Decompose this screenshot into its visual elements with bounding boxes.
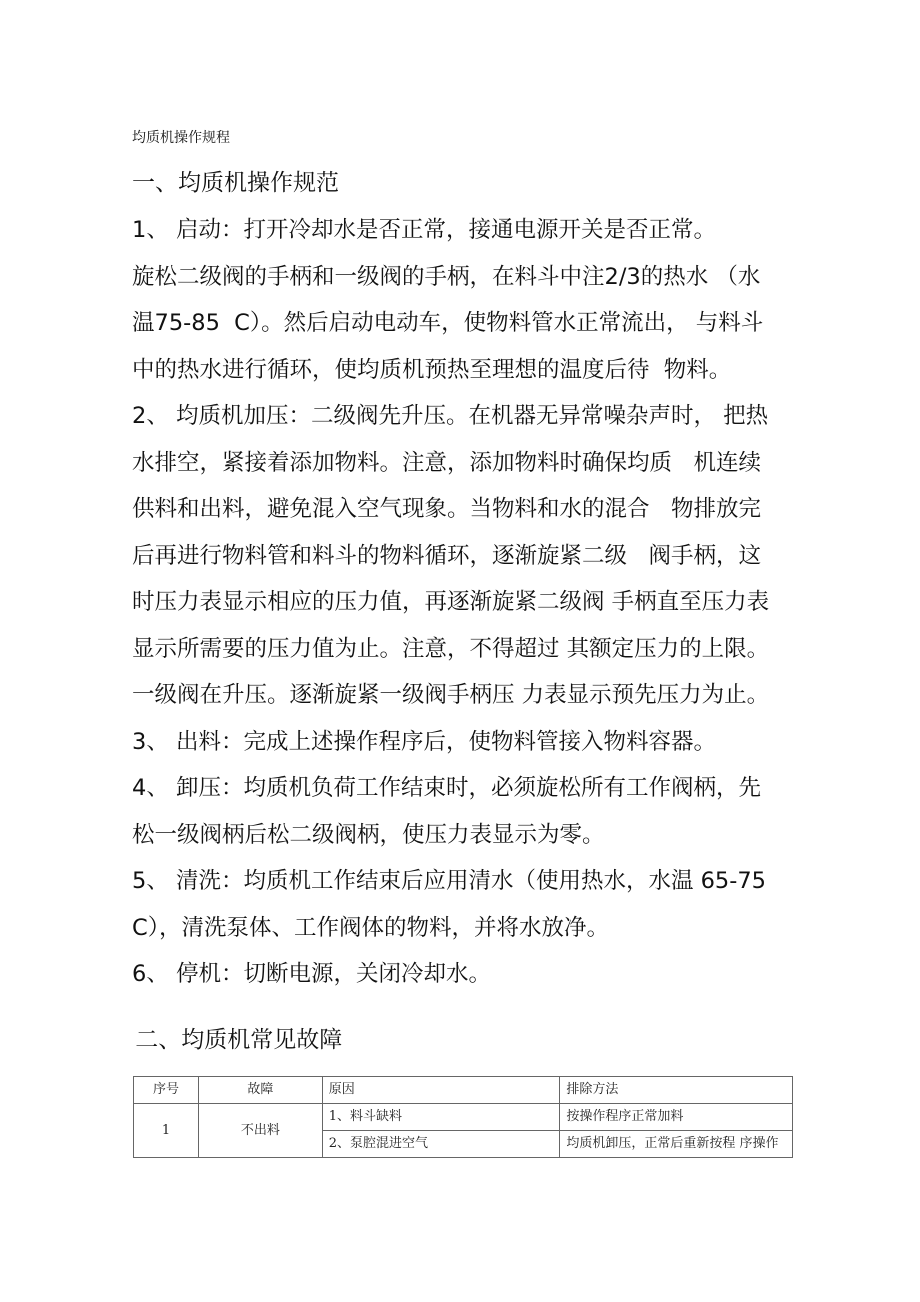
paragraph-line: 4、 卸压：均质机负荷工作结束时，必须旋松所有工作阀柄，先 — [132, 775, 761, 801]
paragraph-line: 一级阀在升压。逐渐旋紧一级阀手柄压 力表显示预先压力为止。 — [132, 682, 770, 708]
paragraph-line: 中的热水进行循环，使均质机预热至理想的温度后待 物料。 — [132, 356, 732, 383]
paragraph-line: C），清洗泵体、工作阀体的物料，并将水放净。 — [132, 914, 609, 941]
table-row — [134, 1104, 793, 1131]
paragraph-line: 旋松二级阀的手柄和一级阀的手柄，在料斗中注2/3的热水 （水 — [132, 263, 761, 290]
header-cell: 序号 — [134, 1077, 199, 1104]
fault-cell: 不出料 — [198, 1104, 322, 1158]
header-cell: 原因 — [322, 1077, 560, 1104]
paragraph-line: 5、 清洗：均质机工作结束后应用清水（使用热水，水温 65-75 — [132, 868, 767, 894]
cause-cell: 2、泵腔混进空气 — [322, 1131, 560, 1158]
paragraph-line: 水排空，紧接着添加物料。注意，添加物料时确保均质 机连续 — [132, 449, 761, 476]
header-cell: 故障 — [198, 1077, 322, 1104]
table-header-row — [134, 1077, 793, 1104]
paragraph-line: 显示所需要的压力值为止。注意，不得超过 其额定压力的上限。 — [132, 635, 770, 662]
fault-table — [133, 1076, 793, 1158]
paragraph-line: 温75-85 C）。然后启动电动车，使物料管水正常流出， 与料斗 — [132, 310, 764, 336]
section-heading: 一、均质机操作规范 — [132, 170, 339, 196]
doc-title: 均质机操作规程 — [132, 130, 230, 146]
paragraph-line: 1、 启动：打开冷却水是否正常，接通电源开关是否正常。 — [132, 217, 716, 243]
section-heading: 二、均质机常见故障 — [128, 1027, 343, 1053]
paragraph-line: 松一级阀柄后松二级阀柄，使压力表显示为零。 — [132, 821, 605, 848]
remedy-cell: 按操作程序正常加料 — [560, 1104, 793, 1131]
header-cell: 排除方法 — [560, 1077, 793, 1104]
paragraph-line: 3、 出料：完成上述操作程序后，使物料管接入物料容器。 — [132, 728, 716, 755]
paragraph-line: 6、 停机：切断电源，关闭冷却水。 — [132, 961, 491, 987]
row-number: 1 — [134, 1104, 199, 1158]
paragraph-line: 时压力表显示相应的压力值，再逐渐旋紧二级阀 手柄直至压力表 — [132, 589, 770, 615]
paragraph-line: 后再进行物料管和料斗的物料循环，逐渐旋紧二级 阀手柄，这 — [132, 542, 761, 569]
remedy-cell: 均质机卸压，正常后重新按程 序操作 — [560, 1131, 793, 1158]
cause-cell: 1、料斗缺料 — [322, 1104, 560, 1131]
paragraph-line: 2、 均质机加压：二级阀先升压。在机器无异常噪杂声时， 把热 — [132, 403, 769, 429]
paragraph-line: 供料和出料，避免混入空气现象。当物料和水的混合 物排放完 — [132, 496, 761, 522]
